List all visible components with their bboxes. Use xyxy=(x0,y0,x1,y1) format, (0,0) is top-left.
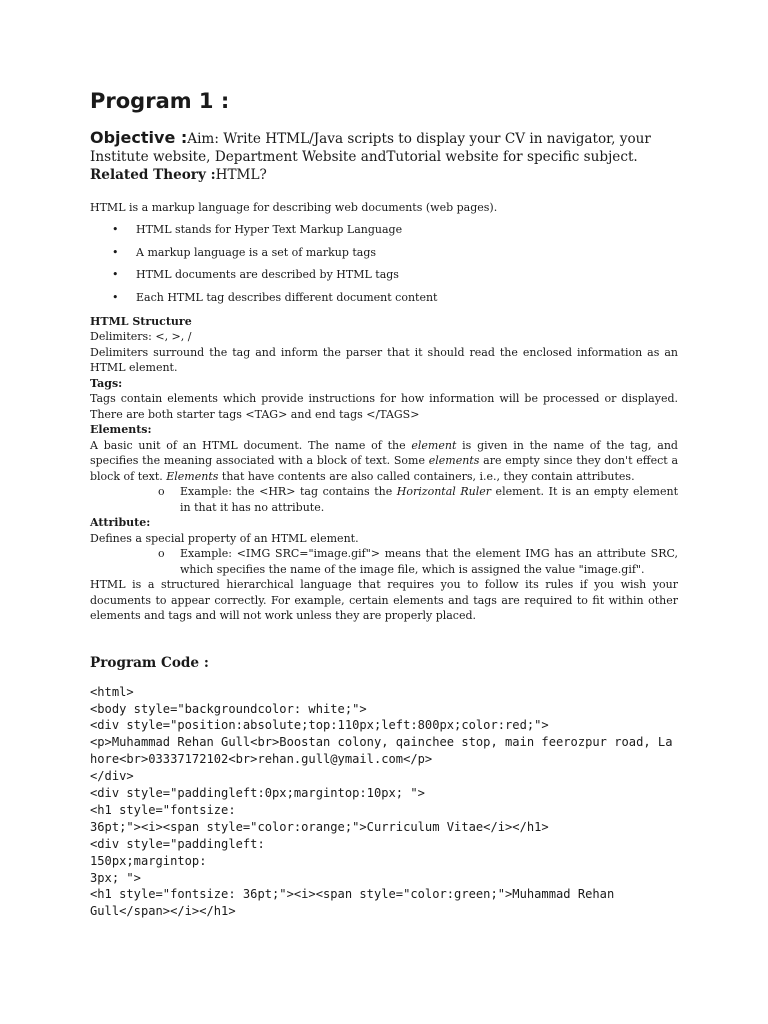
objective-label: Objective : xyxy=(90,128,188,148)
elements-example: o Example: the <HR> tag contains the Horizontal Ruler element. It is an empty element in that it has no attribute. xyxy=(158,485,678,514)
list-item: • HTML documents are described by HTML tags xyxy=(90,264,678,287)
delimiters-line: Delimiters: <, >, / xyxy=(90,330,192,344)
bullet-icon: • xyxy=(112,290,119,304)
objective xyxy=(90,129,678,166)
attribute-example: o Example: <IMG SRC="image.gif"> means that the element IMG has an attribute SRC, which specifies the name of the image file, which is assigned the value "image.gif". xyxy=(158,547,678,576)
intro-paragraph: HTML is a markup language for describing web documents (web pages). xyxy=(90,201,498,215)
delimiters-description: Delimiters surround the tag and inform the parser that it should read the enclosed information as an HTML element. xyxy=(90,345,678,375)
document-page xyxy=(90,88,678,920)
list-item: • Each HTML tag describes different document content xyxy=(90,287,678,310)
attribute-heading: Attribute: xyxy=(90,516,151,530)
circle-bullet-icon: o xyxy=(158,547,165,561)
bullet-icon: • xyxy=(112,222,119,236)
related-theory-label: Related Theory : xyxy=(90,167,216,184)
structure-heading: HTML Structure xyxy=(90,314,192,328)
list-item: • A markup language is a set of markup tags xyxy=(90,242,678,265)
closing-paragraph: HTML is a structured hierarchical language that requires you to follow its rules if you wish your documents to appear correctly. For example, certain elements and tags are required to fit within other elements and tags and will not work unless they are properly placed. xyxy=(90,578,678,623)
program-code-heading: Program Code : xyxy=(90,654,209,671)
bullet-list xyxy=(90,219,678,310)
objective-text: Aim: Write HTML/Java scripts to display your CV in navigator, your Institute website, Department Website andTutorial website for specific subject. xyxy=(90,131,651,166)
attribute-description: Defines a special property of an HTML element. xyxy=(90,531,359,545)
page-title: Program 1 : xyxy=(90,89,230,113)
elements-description: A basic unit of an HTML document. The name of the element is given in the name of the tag, and specifies the meaning associated with a block of text. Some elements are empty since they don't effect a block of text. Elements that have contents are also called containers, i.e., they contain attributes. xyxy=(90,438,678,483)
list-item: • HTML stands for Hyper Text Markup Language xyxy=(90,219,678,242)
code-block: <html> <body style="backgroundcolor: white;"> <div style="position:absolute;top:110px;left:800px;color:red;"> <p>Muhammad Rehan Gull<br>Boostan colony, qainchee stop, main feerozpur road, Lahore<br>03337172102<br>rehan.gull@ymail.com</p> </div> <div style="paddingleft:0px;margintop:10px; "> <h1 style="fontsize: 36pt;"><i><span style="color:orange;">Curriculum Vitae</i></h1> <div style="paddingleft: 150px;margintop: 3px; "> <h1 style="fontsize: 36pt;"><i><span style="color:green;">Muhammad Rehan Gull</span></i></h1> xyxy=(90,684,673,919)
related-theory xyxy=(90,166,678,184)
circle-bullet-icon: o xyxy=(158,485,165,499)
bullet-icon: • xyxy=(112,268,119,282)
elements-heading: Elements: xyxy=(90,423,152,437)
tags-heading: Tags: xyxy=(90,376,123,390)
related-theory-text: HTML? xyxy=(215,167,267,184)
bullet-icon: • xyxy=(112,245,119,259)
tags-description: Tags contain elements which provide instructions for how information will be processed or displayed. There are both starter tags <TAG> and end tags </TAGS> xyxy=(90,392,678,421)
